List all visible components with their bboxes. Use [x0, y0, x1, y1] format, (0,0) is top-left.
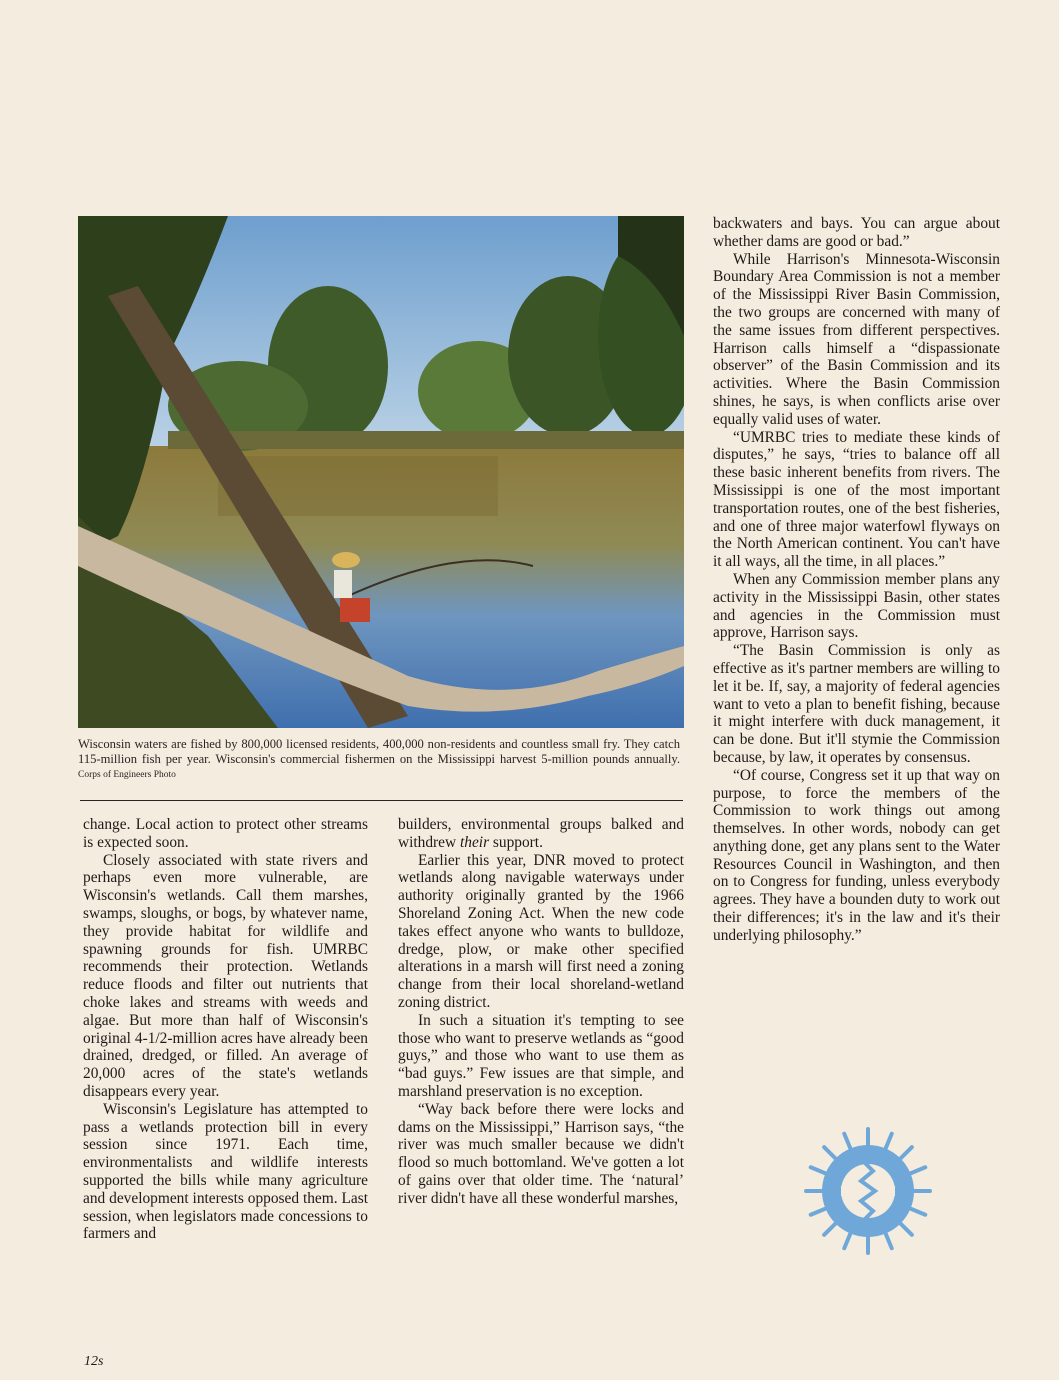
logo-ray [811, 1167, 826, 1173]
section-divider [80, 800, 683, 801]
logo-ray [886, 1233, 892, 1248]
fishing-photo-illustration [78, 216, 684, 728]
logo-ray [901, 1224, 912, 1235]
paragraph: backwaters and bays. You can argue about whether dams are good or bad.” [713, 215, 1000, 250]
logo-ray [824, 1224, 835, 1235]
page-number: 12s [84, 1354, 104, 1369]
paragraph-text: builders, environmental groups balked and withdrew [398, 816, 684, 851]
logo-ray [844, 1233, 850, 1248]
photo-caption [78, 737, 680, 783]
paragraph [398, 816, 684, 852]
logo-ray [824, 1147, 835, 1158]
paragraph: “Of course, Congress set it up that way on purpose, to force the members of the Commission to work things out among themselves. In other words, nobody can get anything done, get any plans sent to the Water Resources Council in Washington, and then on to Congress for funding, unless everybody agrees. They have a bounden duty to work out their differences; it's in the law and it's their underlying philosophy.” [713, 766, 1000, 944]
photo-credit: Corps of Engineers Photo [78, 770, 176, 780]
paragraph: “Way back before there were locks and dams on the Mississippi,” Harrison says, “the river was much smaller because we didn't flood so much bottomland. We've gotten a lot of gains over that older time. The ‘natural’ river didn't have all these wonderful marshes, [398, 1100, 684, 1207]
article-column-1 [83, 816, 368, 1243]
article-column-3 [713, 215, 1000, 945]
caption-text: Wisconsin waters are fished by 800,000 licensed residents, 400,000 non-residents and countless small fry. They catch 115-million fish per year. Wisconsin's commercial fishermen on the Mississippi harvest 5-million pounds annually. [78, 737, 680, 766]
logo-ray [886, 1134, 892, 1149]
paragraph-text: support. [489, 833, 543, 851]
logo-ray [901, 1147, 912, 1158]
paragraph: While Harrison's Minnesota-Wisconsin Boundary Area Commission is not a member of the Mississippi River Basin Commission, the two groups are concerned with many of the same issues from different perspectives. Harrison calls himself a “dispassionate observer” of the Basin Commission and its activities. Where the Basin Commission shines, he says, is when conflicts arise over equally valid uses of water. [713, 250, 1000, 428]
paragraph: In such a situation it's tempting to see those who want to preserve wetlands as “good guys,” and those who want to use them as “bad guys.” Few issues are that simple, and marshland preservation is no exception. [398, 1011, 684, 1100]
paragraph: Wisconsin's Legislature has attempted to pass a wetlands protection bill in every session since 1971. Each time, environmentalists and wildlife interests supported the bills while many agriculture and development interests opposed them. Last session, when legislators made concessions to farmers and [83, 1100, 368, 1243]
fishing-photo [78, 216, 684, 728]
emphasis-text: their [459, 833, 490, 851]
sun-river-logo-icon [803, 1126, 933, 1256]
paragraph: “UMRBC tries to mediate these kinds of disputes,” he says, “tries to balance off all these basic inherent benefits from rivers. The Mississippi is one of the most important transportation routes, one of the best fisheries, and one of three major waterfowl flyways on the North American continent. You can't have it all ways, all the time, in all places.” [713, 428, 1000, 571]
paragraph: change. Local action to protect other streams is expected soon. [83, 816, 368, 851]
logo-ray [844, 1134, 850, 1149]
paragraph: When any Commission member plans any activity in the Mississippi Basin, other states and agencies in the Commission must approve, Harrison says. [713, 570, 1000, 642]
paragraph: Closely associated with state rivers and perhaps even more vulnerable, are Wisconsin's wetlands. Call them marshes, swamps, sloughs, or bogs, by whatever name, they provide habitat for wildlife and spawning grounds for fish. UMRBC recommends their protection. Wetlands reduce floods and filter out nutrients that choke lakes and streams with weeds and algae. But more than half of Wisconsin's original 4-1/2-million acres have already been drained, dredged, or filled. An average of 20,000 acres of the state's wetlands disappears every year. [83, 851, 368, 1100]
article-column-2 [398, 816, 684, 1208]
logo-ray [910, 1167, 925, 1173]
paragraph: “The Basin Commission is only as effective as it's partner members are willing to let it be. If, say, a majority of federal agencies want to veto a plan to benefit fishing, because it might interfere with duck management, it can be done. But it'll stymie the Commission because, by law, it operates by consensus. [713, 642, 1000, 766]
logo-ray [910, 1209, 925, 1215]
logo-ray [811, 1209, 826, 1215]
paragraph: Earlier this year, DNR moved to protect wetlands along navigable waterways under authority originally granted by the 1966 Shoreland Zoning Act. When the new code takes effect anyone who wants to bulldoze, dredge, plow, or make other specified alterations in a marsh will first need a zoning change from their local shoreland-wetland zoning district. [398, 851, 684, 1011]
